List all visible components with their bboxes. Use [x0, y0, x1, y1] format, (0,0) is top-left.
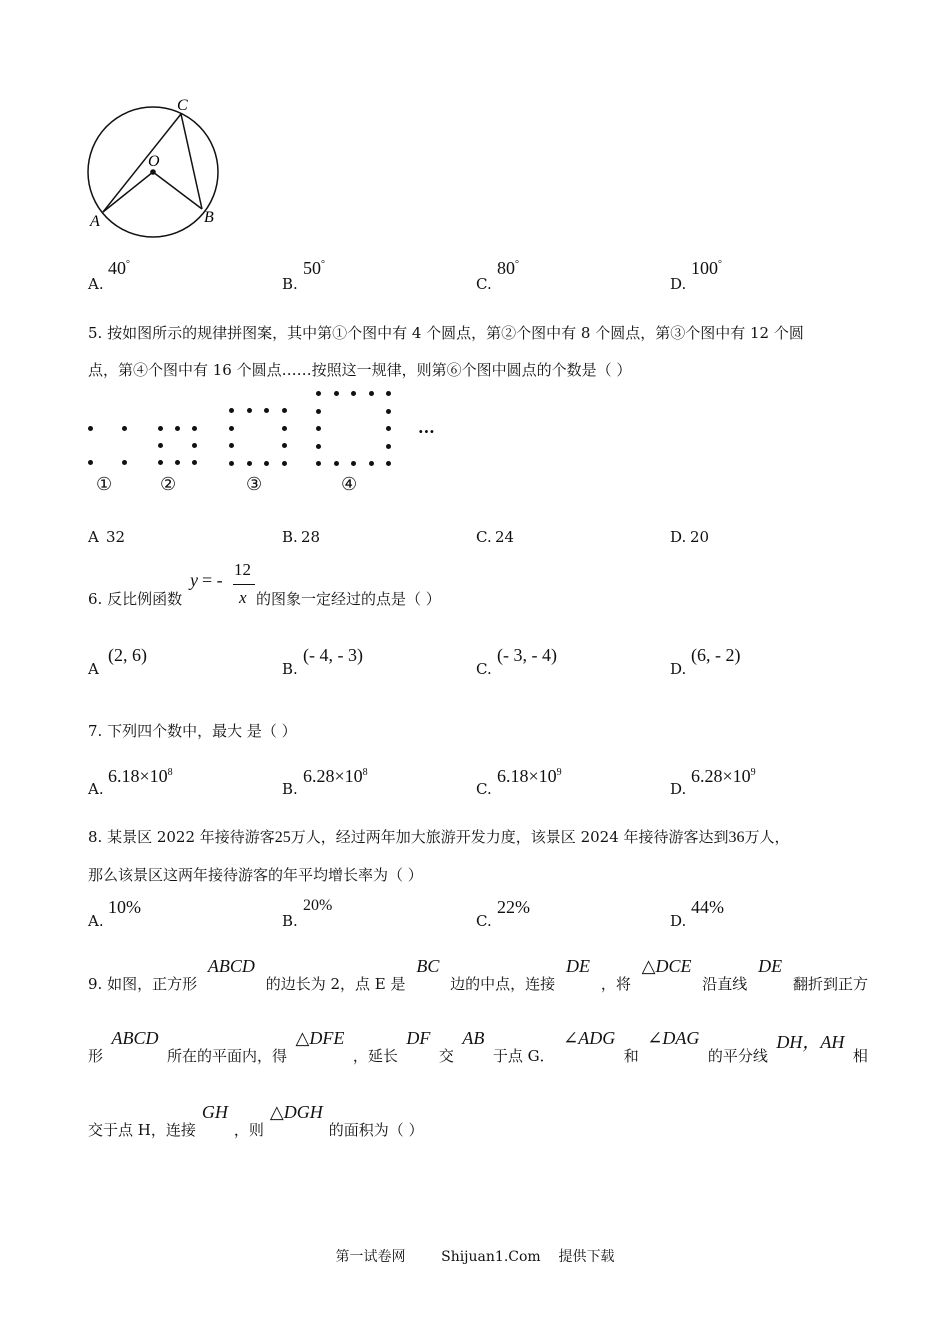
pattern-dot — [247, 461, 252, 466]
label-a: A — [90, 213, 100, 230]
pattern-dot — [175, 426, 180, 431]
pattern-dot — [282, 408, 287, 413]
pattern-dot — [369, 391, 374, 396]
stem-text: 沿直线 — [702, 975, 748, 993]
fraction-denominator: x — [239, 588, 247, 607]
math-term: DE — [758, 956, 783, 976]
pattern-dot — [369, 461, 374, 466]
math-term: ABCD — [207, 956, 255, 976]
pattern-dot — [351, 391, 356, 396]
stem-text: ，延长 — [352, 1047, 398, 1065]
pattern-dot — [192, 426, 197, 431]
pattern-dot — [229, 461, 234, 466]
math-term: GH — [201, 1102, 228, 1122]
stem-text: 翻折到正方 — [792, 975, 868, 993]
math-term: ∠ADG — [563, 1028, 616, 1048]
stem-text: 形 — [88, 1047, 104, 1065]
pattern-dot — [316, 391, 321, 396]
pattern-dot — [122, 460, 127, 465]
pattern-dot — [386, 461, 391, 466]
center-point — [150, 169, 156, 175]
page-footer: 第一试卷网 Shijuan1.Com 提供下载 — [335, 1249, 615, 1265]
q5-figure-label-4: ④ — [341, 474, 358, 495]
stem-text: 边的中点，连接 — [450, 975, 556, 993]
label-c: C — [177, 97, 188, 114]
math-term: AB — [462, 1028, 485, 1048]
pattern-dot — [229, 426, 234, 431]
stem-text: 和 — [623, 1047, 639, 1065]
math-term: ABCD — [111, 1028, 159, 1048]
stem-text: 于点 G． — [492, 1047, 555, 1065]
math-term: DE — [566, 956, 590, 976]
pattern-dot — [282, 461, 287, 466]
math-term: DH，AH — [776, 1032, 845, 1052]
pattern-dot — [192, 460, 197, 465]
q8-stem-line1: 8. 某景区 2022 年接待游客25万人，经过两年加大旅游开发力度，该景区 2024 年接待游客达到36万人， — [88, 828, 790, 846]
stem-text: ，则 — [233, 1121, 264, 1139]
pattern-dot — [264, 408, 269, 413]
pattern-dot — [158, 426, 163, 431]
q9-stem-line3 — [88, 1104, 868, 1144]
stem-text: 的面积为（ ） — [328, 1121, 424, 1139]
pattern-dot — [282, 443, 287, 448]
pattern-dot — [88, 426, 93, 431]
stem-text: 所在的平面内，得 — [167, 1047, 288, 1065]
math-term: △DFE — [295, 1028, 345, 1048]
q5-ellipsis: ··· — [418, 422, 435, 441]
pattern-dot — [316, 426, 321, 431]
q5-stem-line1: 5. 按如图所示的规律拼图案，其中第①个图中有 4 个圆点，第②个图中有 8 个圆点，第③个图中有 12 个圆 — [88, 324, 804, 342]
math-term: DF — [406, 1028, 431, 1048]
pattern-dot — [158, 443, 163, 448]
pattern-dot — [316, 461, 321, 466]
q9-stem-line1 — [88, 958, 868, 998]
math-term: △DCE — [641, 956, 692, 976]
fraction-numerator: 12 — [234, 560, 251, 579]
label-o: O — [148, 153, 160, 170]
fraction-bar — [233, 584, 255, 585]
pattern-dot — [351, 461, 356, 466]
radius-oa — [103, 172, 153, 212]
q5-figure-label-3: ③ — [246, 474, 263, 495]
stem-text: ，将 — [600, 975, 631, 993]
q5-stem-line2: 点，第④个图中有 16 个圆点……按照这一规律，则第⑥个图中圆点的个数是（ ） — [88, 361, 632, 379]
q8-stem-line2: 那么该景区这两年接待游客的年平均增长率为（ ） — [88, 866, 423, 884]
pattern-dot — [282, 426, 287, 431]
q5-figure-label-2: ② — [160, 474, 177, 495]
math-term: ∠DAG — [647, 1028, 700, 1048]
pattern-dot — [192, 443, 197, 448]
stem-text: 交 — [438, 1047, 454, 1065]
pattern-dot — [316, 444, 321, 449]
pattern-dot — [229, 408, 234, 413]
pattern-dot — [247, 408, 252, 413]
math-term: BC — [416, 956, 440, 976]
pattern-dot — [175, 460, 180, 465]
stem-text: 交于点 H，连接 — [88, 1121, 196, 1139]
pattern-dot — [316, 409, 321, 414]
pattern-dot — [122, 426, 127, 431]
q7-stem: 7. 下列四个数中，最大 是（ ） — [88, 722, 297, 740]
chord-ac — [103, 114, 181, 212]
q9-stem-line2 — [88, 1030, 868, 1070]
pattern-dot — [386, 444, 391, 449]
stem-text: 的边长为 2，点 E 是 — [265, 975, 406, 993]
pattern-dot — [229, 443, 234, 448]
pattern-dot — [334, 391, 339, 396]
pattern-dot — [334, 461, 339, 466]
stem-text: 的平分线 — [707, 1047, 768, 1065]
pattern-dot — [264, 461, 269, 466]
label-b: B — [204, 209, 214, 226]
pattern-dot — [158, 460, 163, 465]
stem-text: 相 — [852, 1047, 868, 1065]
q5-figure-label-1: ① — [96, 474, 113, 495]
pattern-dot — [386, 391, 391, 396]
stem-text: 9. 如图，正方形 — [88, 975, 198, 993]
math-term: △DGH — [269, 1102, 323, 1122]
pattern-dot — [386, 426, 391, 431]
circle-figure — [80, 92, 230, 242]
pattern-dot — [88, 460, 93, 465]
pattern-dot — [386, 409, 391, 414]
